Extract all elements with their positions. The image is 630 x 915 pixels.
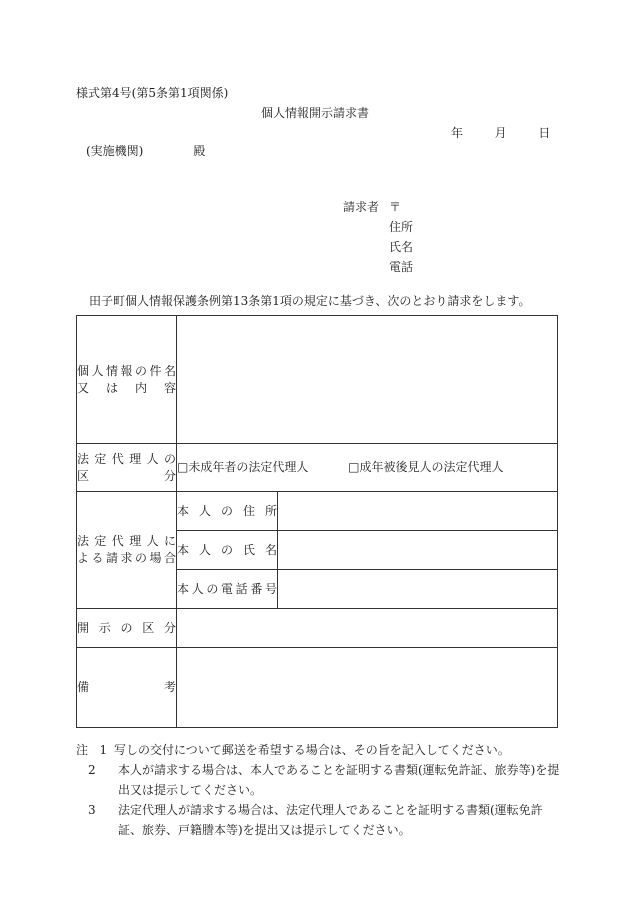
- row-principal-address: [77, 492, 558, 531]
- minor-guardian-checkbox[interactable]: □未成年者の法定代理人: [177, 460, 309, 475]
- form-number: 様式第4号(第5条第1項関係): [76, 86, 229, 100]
- date-line: [451, 126, 550, 140]
- request-form-table: [76, 315, 558, 728]
- remarks-input[interactable]: [177, 648, 558, 728]
- agent-type-options: [177, 444, 558, 492]
- row-disclosure-type: [77, 609, 558, 648]
- principal-address-input[interactable]: [278, 492, 558, 531]
- addressee-label: (実施機関): [86, 144, 144, 158]
- principal-phone-input[interactable]: [278, 570, 558, 609]
- notes-prefix: 注: [76, 743, 89, 757]
- requester-name-field[interactable]: 氏名: [389, 240, 414, 254]
- notes-section: [76, 740, 566, 840]
- agent-request-label: 法定代理人に よる請求の場合: [77, 492, 177, 609]
- adult-ward-guardian-checkbox[interactable]: □成年被後見人の法定代理人: [348, 460, 504, 475]
- requester-postal-field[interactable]: 〒: [389, 200, 402, 214]
- row-agent-type: [77, 444, 558, 492]
- note-item: 3 法定代理人が請求する場合は、法定代理人であることを証明する書類(運転免許証、旅券、戸籍謄本等)を提出又は提示してください。: [76, 800, 566, 840]
- requester-phone-field[interactable]: 電話: [389, 260, 414, 274]
- date-month-label: 月: [494, 126, 507, 140]
- note-text: 写しの交付について郵送を希望する場合は、その旨を記入してください。: [114, 743, 510, 757]
- remarks-label: 備 考: [77, 648, 177, 728]
- principal-phone-label: 本人の電話番号: [177, 570, 278, 609]
- row-info-subject: [77, 316, 558, 444]
- note-item: 2 本人が請求する場合は、本人であることを証明する書類(運転免許証、旅券等)を提出又は提示してください。: [76, 760, 566, 800]
- note-item: 注 1 写しの交付について郵送を希望する場合は、その旨を記入してください。: [76, 740, 566, 760]
- disclosure-type-label: 開示の区分: [77, 609, 177, 648]
- intro-text: 田子町個人情報保護条例第13条第1項の規定に基づき、次のとおり請求をします。: [89, 294, 531, 308]
- note-text: 本人が請求する場合は、本人であることを証明する書類(運転免許証、旅券等)を提出又は提示してください。: [118, 763, 560, 797]
- document-title: 個人情報開示請求書: [260, 106, 369, 120]
- row-remarks: [77, 648, 558, 728]
- honorific-label: 殿: [193, 144, 206, 158]
- info-subject-input[interactable]: [177, 316, 558, 444]
- date-year-label: 年: [451, 126, 464, 140]
- principal-address-label: 本人の住所: [177, 492, 278, 531]
- addressee-line: [86, 144, 205, 158]
- disclosure-type-input[interactable]: [177, 609, 558, 648]
- agent-type-label: 法定代理人の 区 分: [77, 444, 177, 492]
- requester-label: 請求者: [343, 200, 380, 214]
- requester-block: [343, 200, 413, 280]
- principal-name-input[interactable]: [278, 531, 558, 570]
- date-day-label: 日: [538, 126, 551, 140]
- info-subject-label: 個人情報の件名 又 は 内 容: [77, 316, 177, 444]
- principal-name-label: 本人の氏名: [177, 531, 278, 570]
- requester-address-field[interactable]: 住所: [389, 220, 414, 234]
- note-text: 法定代理人が請求する場合は、法定代理人であることを証明する書類(運転免許証、旅券、戸籍謄本等)を提出又は提示してください。: [118, 803, 543, 837]
